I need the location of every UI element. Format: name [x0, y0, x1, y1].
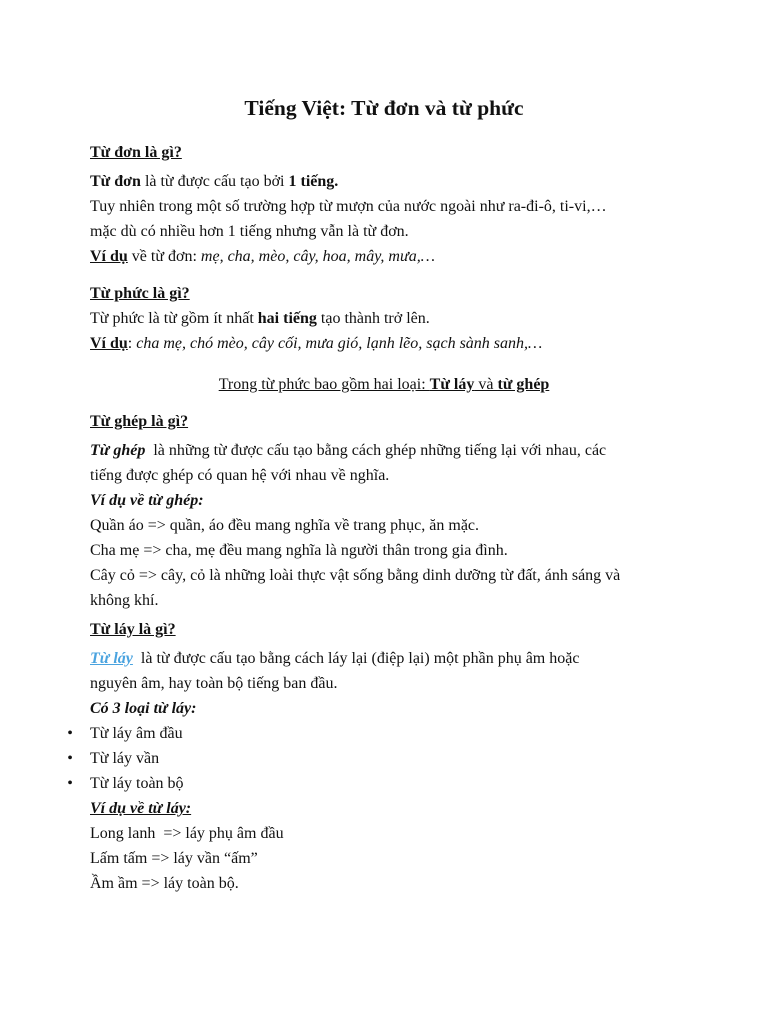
example-label: Ví dụ: [90, 248, 128, 265]
term-tu-don: Từ đơn: [90, 173, 141, 190]
bullet-icon: •: [67, 775, 73, 792]
tu-lay-definition-line2: nguyên âm, hay toàn bộ tiếng ban đầu.: [90, 675, 338, 692]
tu-lay-link[interactable]: Từ láy: [90, 650, 133, 667]
list-item: • Từ láy âm đầu: [90, 721, 678, 746]
bold-hai-tieng: hai tiếng: [257, 310, 317, 327]
tu-don-note-line2: mặc dù có nhiều hơn 1 tiếng nhưng vẫn là từ đơn.: [90, 223, 409, 240]
list-item: • Từ láy toàn bộ: [90, 771, 678, 796]
tu-phuc-example: Ví dụ: cha mẹ, chó mèo, cây cối, mưa gió, lạnh lẽo, sạch sành sanh,…: [90, 335, 543, 352]
tu-lay-example-1: Long lanh => láy phụ âm đầu: [90, 825, 284, 842]
tu-ghep-example-3: Cây cỏ => cây, cỏ là những loài thực vật sống bằng dinh dưỡng từ đất, ánh sáng và: [90, 567, 621, 584]
heading-tu-phuc: Từ phức là gì?: [90, 285, 190, 302]
section-tu-don: [90, 140, 678, 269]
tu-phuc-definition: Từ phức là từ gồm ít nhất hai tiếng tạo thành trở lên.: [90, 310, 430, 327]
tu-ghep-example-heading: Ví dụ về từ ghép:: [90, 492, 204, 509]
type-tu-ghep: từ ghép: [497, 376, 550, 393]
section-tu-phuc: [90, 281, 678, 356]
tu-lay-example-3: Ầm ầm => láy toàn bộ.: [90, 875, 239, 892]
section-tu-lay: [67, 617, 678, 896]
tu-ghep-example-1: Quần áo => quần, áo đều mang nghĩa về trang phục, ăn mặc.: [90, 517, 480, 534]
tu-don-example: Ví dụ về từ đơn: mẹ, cha, mèo, cây, hoa, mây, mưa,…: [90, 248, 435, 265]
tu-don-note-line1: Tuy nhiên trong một số trường hợp từ mượn của nước ngoài như ra-đi-ô, ti-vi,…: [90, 198, 607, 215]
heading-tu-lay: Từ láy là gì?: [90, 621, 176, 638]
tu-ghep-example-3-cont: không khí.: [90, 592, 159, 609]
tu-lay-types-heading: Có 3 loại từ láy:: [90, 700, 197, 717]
example-label: Ví dụ: [90, 335, 128, 352]
tu-ghep-definition-line2: tiếng được ghép có quan hệ với nhau về nghĩa.: [90, 467, 390, 484]
list-item: • Từ láy vần: [90, 746, 678, 771]
term-tu-ghep: Từ ghép: [90, 442, 146, 459]
tu-lay-definition-line1: Từ láy là từ được cấu tạo bằng cách láy lại (điệp lại) một phần phụ âm hoặc: [90, 650, 580, 667]
bullet-icon: •: [67, 725, 73, 742]
tu-lay-example-heading: Ví dụ về từ láy:: [90, 800, 192, 817]
bold-1-tieng: 1 tiếng.: [288, 173, 339, 190]
tu-ghep-example-2: Cha mẹ => cha, mẹ đều mang nghĩa là người thân trong gia đình.: [90, 542, 508, 559]
bullet-icon: •: [67, 750, 73, 767]
heading-tu-ghep: Từ ghép là gì?: [90, 413, 189, 430]
tu-lay-types-list: [67, 721, 678, 796]
example-list: mẹ, cha, mèo, cây, hoa, mây, mưa,…: [200, 248, 435, 265]
tu-don-definition: Từ đơn là từ được cấu tạo bởi 1 tiếng.: [90, 173, 339, 190]
example-list: cha mẹ, chó mèo, cây cối, mưa gió, lạnh lẽo, sạch sành sanh,…: [136, 335, 543, 352]
page-title: Tiếng Việt: Từ đơn và từ phức: [244, 96, 524, 120]
type-tu-lay: Từ láy: [429, 376, 475, 393]
types-line: Trong từ phức bao gồm hai loại: Từ láy và từ ghép: [218, 376, 550, 393]
section-tu-ghep: [90, 409, 678, 613]
tu-lay-example-2: Lấm tấm => láy vần “ấm”: [90, 850, 258, 867]
heading-tu-don: Từ đơn là gì?: [90, 144, 182, 161]
tu-ghep-definition-line1: Từ ghép là những từ được cấu tạo bằng cách ghép những tiếng lại với nhau, các: [90, 442, 607, 459]
